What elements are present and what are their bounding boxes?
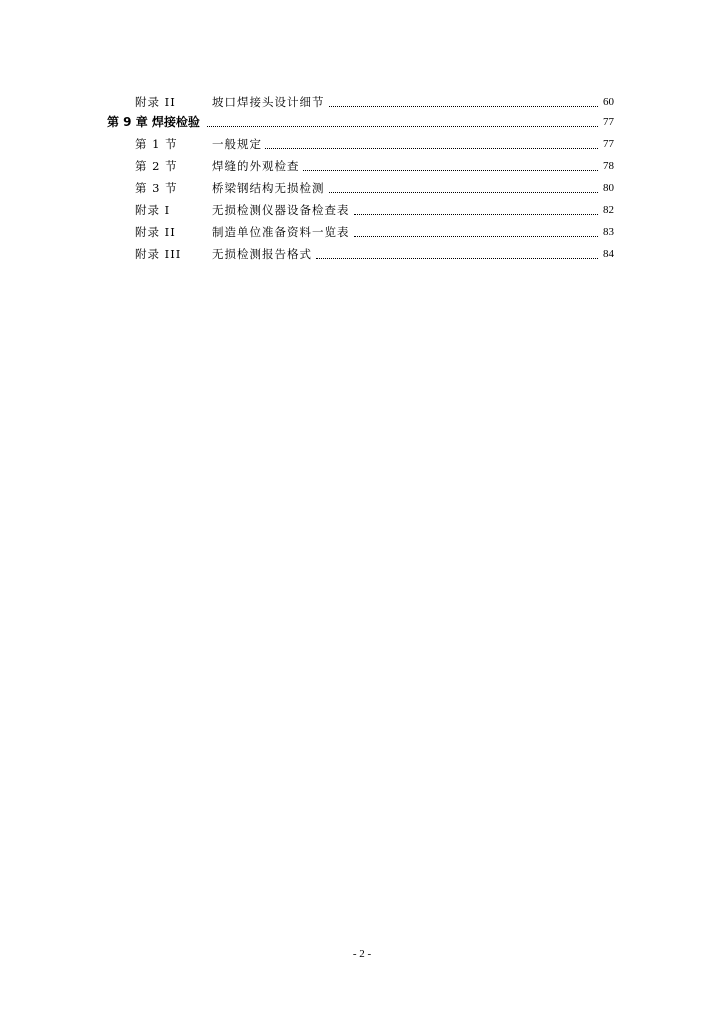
toc-entry-label: 第 1 节	[135, 137, 178, 151]
toc-chapter-number: 第 9 章	[107, 115, 148, 129]
toc-entry-page: 82	[603, 204, 614, 216]
toc-dot-leader	[265, 129, 598, 149]
toc-entry-appendix-3-report-format[interactable]	[107, 244, 614, 264]
toc-entry-label: 第 3 节	[135, 181, 178, 195]
toc-chapter-title: 焊接检验	[151, 115, 200, 129]
toc-dot-leader	[207, 107, 598, 127]
toc-entry-label: 附录 II	[135, 225, 176, 239]
toc-entry-title: 桥梁钢结构无损检测	[212, 181, 325, 195]
toc-entry-title: 无损检测仪器设备检查表	[212, 203, 350, 217]
toc-dot-leader	[303, 151, 598, 171]
toc-dot-leader	[329, 87, 598, 107]
toc-entry-page: 77	[603, 116, 614, 128]
toc-dot-leader	[354, 195, 598, 215]
toc-entry-title: 制造单位准备资料一览表	[212, 225, 350, 239]
page-number: - 2 -	[352, 948, 372, 960]
toc-dot-leader	[329, 173, 598, 193]
toc-entry-title: 坡口焊接头设计细节	[212, 95, 325, 109]
toc-entry-label: 附录 II	[135, 95, 176, 109]
toc-entry-label: 附录 I	[135, 203, 171, 217]
toc-entry-page: 80	[603, 182, 614, 194]
toc-entry-title: 一般规定	[212, 137, 262, 151]
toc-dot-leader	[316, 239, 598, 259]
toc-entry-title: 焊缝的外观检查	[212, 159, 300, 173]
toc-entry-label: 附录 III	[135, 247, 182, 261]
toc-entry-page: 83	[603, 226, 614, 238]
toc-chapter-label	[107, 112, 200, 132]
toc-entry-page: 78	[603, 160, 614, 172]
toc-entry-title: 无损检测报告格式	[212, 247, 312, 261]
toc-entry-label: 第 2 节	[135, 159, 178, 173]
toc-dot-leader	[354, 217, 598, 237]
toc-entry-page: 84	[603, 248, 614, 260]
toc-entry-page: 60	[603, 96, 614, 108]
toc-entry-page: 77	[603, 138, 614, 150]
